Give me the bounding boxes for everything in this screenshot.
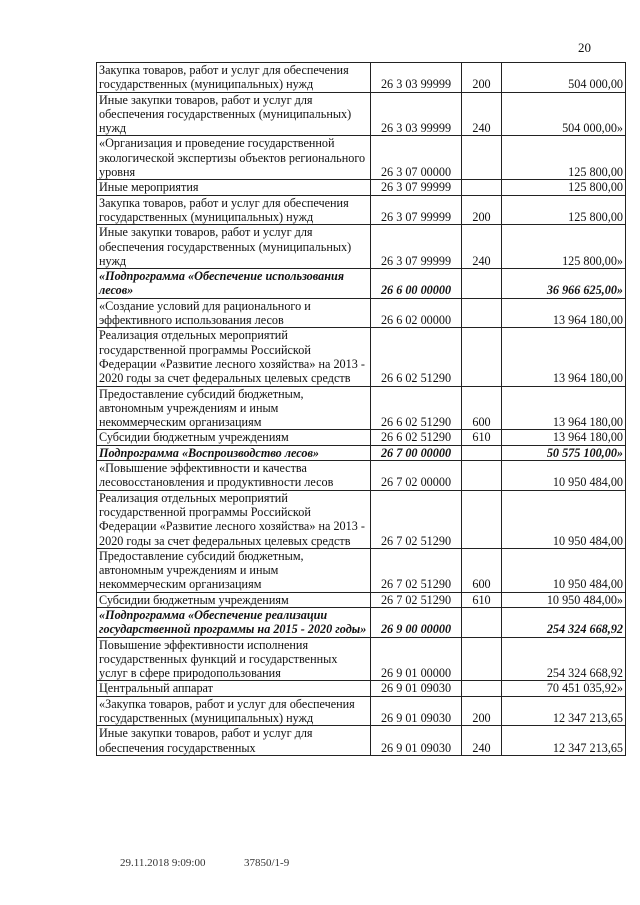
table-row	[97, 548, 626, 592]
row-code-cell: 26 3 07 99999	[371, 195, 462, 225]
table-row	[97, 607, 626, 637]
row-name-cell: «Подпрограмма «Обеспечение использования лесов»	[97, 269, 371, 299]
row-name-cell: Центральный аппарат	[97, 681, 371, 696]
row-type-cell: 600	[462, 386, 502, 430]
page-number: 20	[578, 40, 591, 55]
row-name-cell: Субсидии бюджетным учреждениям	[97, 592, 371, 607]
row-code-cell: 26 6 02 00000	[371, 298, 462, 328]
row-code-cell: 26 3 07 00000	[371, 136, 462, 180]
row-type-cell	[462, 461, 502, 491]
row-name-cell: Подпрограмма «Воспроизводство лесов»	[97, 445, 371, 460]
row-name-cell: «Закупка товаров, работ и услуг для обеспечения государственных (муниципальных) нужд	[97, 696, 371, 726]
row-name-cell: Повышение эффективности исполнения государственных функций и государственных услуг в сфере природопользования	[97, 637, 371, 681]
row-name-cell: Субсидии бюджетным учреждениям	[97, 430, 371, 445]
row-type-cell: 610	[462, 592, 502, 607]
row-code-cell: 26 6 02 51290	[371, 328, 462, 386]
table-row	[97, 225, 626, 269]
row-name-cell: «Повышение эффективности и качества лесовосстановления и продуктивности лесов	[97, 461, 371, 491]
table-row	[97, 681, 626, 696]
table-row	[97, 195, 626, 225]
row-code-cell: 26 6 02 51290	[371, 430, 462, 445]
row-sum-cell: 10 950 484,00	[502, 548, 626, 592]
row-sum-cell: 50 575 100,00»	[502, 445, 626, 460]
table-row	[97, 136, 626, 180]
row-name-cell: Предоставление субсидий бюджетным, автономным учреждениям и иным некоммерческим организациям	[97, 386, 371, 430]
row-type-cell: 240	[462, 92, 502, 136]
row-type-cell	[462, 136, 502, 180]
row-sum-cell: 10 950 484,00»	[502, 592, 626, 607]
row-code-cell: 26 7 02 51290	[371, 548, 462, 592]
row-sum-cell: 13 964 180,00	[502, 328, 626, 386]
table-row	[97, 63, 626, 93]
table-row	[97, 461, 626, 491]
row-type-cell	[462, 298, 502, 328]
row-name-cell: «Создание условий для рационального и эффективного использования лесов	[97, 298, 371, 328]
row-code-cell: 26 7 02 51290	[371, 592, 462, 607]
row-sum-cell: 13 964 180,00	[502, 298, 626, 328]
row-sum-cell: 125 800,00	[502, 136, 626, 180]
row-name-cell: Закупка товаров, работ и услуг для обеспечения государственных (муниципальных) нужд	[97, 63, 371, 93]
row-sum-cell: 125 800,00	[502, 195, 626, 225]
row-sum-cell: 504 000,00»	[502, 92, 626, 136]
budget-table-body	[97, 63, 626, 756]
table-row	[97, 592, 626, 607]
row-type-cell: 200	[462, 195, 502, 225]
row-name-cell: Иные закупки товаров, работ и услуг для обеспечения государственных (муниципальных) нужд	[97, 225, 371, 269]
row-sum-cell: 125 800,00	[502, 180, 626, 195]
row-type-cell: 240	[462, 726, 502, 756]
table-row	[97, 386, 626, 430]
row-type-cell	[462, 180, 502, 195]
row-code-cell: 26 9 01 09030	[371, 726, 462, 756]
row-sum-cell: 504 000,00	[502, 63, 626, 93]
row-code-cell: 26 9 00 00000	[371, 607, 462, 637]
row-type-cell	[462, 445, 502, 460]
row-name-cell: Закупка товаров, работ и услуг для обеспечения государственных (муниципальных) нужд	[97, 195, 371, 225]
row-code-cell: 26 3 03 99999	[371, 63, 462, 93]
table-row	[97, 269, 626, 299]
row-code-cell: 26 7 02 51290	[371, 490, 462, 548]
table-row	[97, 180, 626, 195]
row-sum-cell: 12 347 213,65	[502, 696, 626, 726]
row-type-cell	[462, 637, 502, 681]
table-row	[97, 445, 626, 460]
row-sum-cell: 13 964 180,00	[502, 386, 626, 430]
row-sum-cell: 70 451 035,92»	[502, 681, 626, 696]
row-code-cell: 26 3 07 99999	[371, 180, 462, 195]
row-type-cell	[462, 490, 502, 548]
row-sum-cell: 125 800,00»	[502, 225, 626, 269]
row-type-cell	[462, 607, 502, 637]
table-row	[97, 696, 626, 726]
row-sum-cell: 10 950 484,00	[502, 461, 626, 491]
row-code-cell: 26 6 00 00000	[371, 269, 462, 299]
row-name-cell: «Организация и проведение государственной экологической экспертизы объектов регионального уровня	[97, 136, 371, 180]
table-row	[97, 92, 626, 136]
row-code-cell: 26 9 01 09030	[371, 681, 462, 696]
row-name-cell: Иные мероприятия	[97, 180, 371, 195]
table-row	[97, 726, 626, 756]
row-sum-cell: 13 964 180,00	[502, 430, 626, 445]
row-name-cell: Реализация отдельных мероприятий государственной программы Российской Федерации «Развитие лесного хозяйства» на 2013 - 2020 годы за счет федеральных целевых средств	[97, 490, 371, 548]
footer-date: 29.11.2018 9:09:00	[120, 857, 206, 869]
row-code-cell: 26 7 02 00000	[371, 461, 462, 491]
row-name-cell: Предоставление субсидий бюджетным, автономным учреждениям и иным некоммерческим организациям	[97, 548, 371, 592]
row-code-cell: 26 9 01 00000	[371, 637, 462, 681]
row-type-cell	[462, 681, 502, 696]
row-code-cell: 26 3 03 99999	[371, 92, 462, 136]
table-row	[97, 298, 626, 328]
row-type-cell	[462, 328, 502, 386]
row-sum-cell: 36 966 625,00»	[502, 269, 626, 299]
row-name-cell: Иные закупки товаров, работ и услуг для обеспечения государственных	[97, 726, 371, 756]
row-type-cell: 200	[462, 696, 502, 726]
row-code-cell: 26 9 01 09030	[371, 696, 462, 726]
row-code-cell: 26 6 02 51290	[371, 386, 462, 430]
row-sum-cell: 254 324 668,92	[502, 607, 626, 637]
row-code-cell: 26 3 07 99999	[371, 225, 462, 269]
row-sum-cell: 10 950 484,00	[502, 490, 626, 548]
row-sum-cell: 254 324 668,92	[502, 637, 626, 681]
row-type-cell: 200	[462, 63, 502, 93]
row-type-cell	[462, 269, 502, 299]
row-name-cell: «Подпрограмма «Обеспечение реализации государственной программы на 2015 - 2020 годы»	[97, 607, 371, 637]
table-row	[97, 430, 626, 445]
row-type-cell: 600	[462, 548, 502, 592]
row-code-cell: 26 7 00 00000	[371, 445, 462, 460]
table-row	[97, 490, 626, 548]
row-type-cell: 610	[462, 430, 502, 445]
budget-table	[96, 62, 626, 756]
table-row	[97, 328, 626, 386]
table-row	[97, 637, 626, 681]
row-name-cell: Иные закупки товаров, работ и услуг для обеспечения государственных (муниципальных) нужд	[97, 92, 371, 136]
row-name-cell: Реализация отдельных мероприятий государственной программы Российской Федерации «Развитие лесного хозяйства» на 2013 - 2020 годы за счет федеральных целевых средств	[97, 328, 371, 386]
footer-doc-id: 37850/1-9	[244, 857, 290, 869]
row-sum-cell: 12 347 213,65	[502, 726, 626, 756]
row-type-cell: 240	[462, 225, 502, 269]
